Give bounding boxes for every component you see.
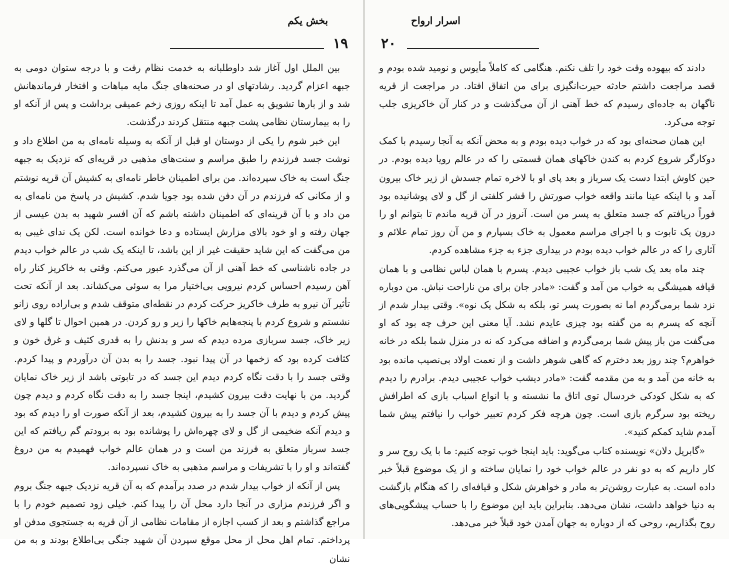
left-page-number: ۱۹ <box>332 36 348 52</box>
left-page-body <box>14 60 350 565</box>
right-header-rule <box>407 48 539 49</box>
right-page-header-title: اسرار ارواح <box>411 16 461 27</box>
right-paragraph-2: این همان صحنه‌ای بود که در خواب دیده بودم و به محض آنکه به آنجا رسیدم با کمک دوکارگر شروع کردم به کندن خاکهای همان قسمتی را که در عالم رویا دیده بودم. در حین کاوش ابتدا دست یک سرباز و بعد پای او با لاخره تمام جسدش از زیر خاک بیرون آمد و با اینکه عینا مانند واقعه خواب صورتش را قشر کلفتی از گل و لای پوشانیده بود فوراً دریافتم که جسد متعلق به پسر من است. آنروز در آن قریه ماندم تا بتوانم او را درون یک تابوت و با اجرای مراسم معمول به خاک بسپارم و من آن روز تمام علائم و آثاری را که در عالم خواب دیده بودم در بیداری جزء به جزء مشاهده کردم. <box>379 136 715 256</box>
right-page-number: ۲۰ <box>381 36 397 52</box>
left-paragraph-2: این خبر شوم را یکی از دوستان او قبل از آنکه به وسیله نامه‌ای به من اطلاع داد و نوشت جسد فرزندم را طبق مراسم و سنت‌های مذهبی در قریه‌ای که نزدیک به جبهه جنگ است به خاک سپرده‌اند. من برای اطمینان خاطر نامه‌ای به کشیش آن قریه نوشتم و از مکانی که فرزندم در آن دفن شده بود جویا شدم. کشیش در پاسخ من نامه‌ای به من داد و با آن قرینه‌ای که اطمینان داشته باشم که آن افسر شهید به بدن عیسی از جهان رفته و او خود بالای مزارش ایستاده و دعا خوانده است. لکن یک ندای غیبی به من می‌گفت که این شاید حقیقت غیر از این باشد، تا اینکه یک شب در عالم خواب دیدم در جاده ناشناسی که خط آهنی از آن می‌گذرد عبور می‌کنم. وقتی به خاکریز کنار راه آهن رسیدم احساس کردم نیرویی بی‌اختیار مرا به سوئی می‌کشاند. بعد از آنکه تحت تأثیر آن نیرو به طرف خاکریز حرکت کردم در نقطه‌ای متوقف شدم و بی‌اراده روی زانو نشستم و شروع کردم با پنجه‌هایم خاکها را زیر و رو کردن. در همین احوال تا گلها و لای زیر خاک، جسد سربازی مرده دیدم که سر و بدنش را به قدری کثیف و غرق خون و کثافت کرده بود که زخمها در آن پیدا نبود. جسد را به بدن آن درآوردم و پیدا کردم. وقتی جسد را با دقت نگاه کردم دیدم این جسد که در تابوتی باشد از زیر خاک نمایان گردید. من با نهایت دقت بیرون کشیدم، اینجا جسد را به دقت نگاه کردم و دیدم چون پیش کردم و دیدم با آن جسد را به بیرون کشیدم، بعد از آنکه صورت او را دیدم که بود و دیدم آنکه ضخیمی از گل و لای چهره‌اش را پوشانده بود به برودتم گم ریافتم که این جسد سرباز متعلق به فرزند من است و در همان عالم خواب فهمیدم به من دروغ گفته‌اند و او را با تشریفات و مراسم مذهبی به خاک نسپرده‌اند. <box>14 136 350 474</box>
right-page <box>365 0 729 539</box>
right-page-header <box>365 12 729 52</box>
right-page-body <box>379 60 715 532</box>
left-paragraph-1: بین الملل اول آغاز شد داوطلبانه به خدمت نظام رفت و با درجه ستوان دومی به جبهه اعزام گردید. رشادتهای او در صحنه‌های جنگ مایه مباهات و افتخار فرماندهانش شد و از بارها تشویق به عمل آمد تا اینکه روزی زخم عمیقی برداشت و پس از آنکه او را به بیمارستان نظامی پشت جبهه منتقل کردند درگذشت. <box>14 63 350 129</box>
right-paragraph-4: «گابریل دلان» نویسنده کتاب می‌گوید: باید اینجا خوب توجه کنیم: ما با یک روح سر و کار داریم که به دو نفر در عالم خواب خود را نمایان ساخته و از یک موضوع قبلاً خبر داده است. به عبارت روشن‌تر به مادر و خواهرش شکل و قیافه‌ای را که هنگام بازگشت به دنیا خواهد داشت، نشان می‌دهد. بنابراین باید این موضوع را با حساب پیشگویی‌های روح بگذاریم، روحی که از دوباره به جهان آمدن خود قبلاً خبر می‌دهد. <box>379 445 715 530</box>
right-paragraph-3: چند ماه بعد یک شب باز خواب عجیبی دیدم. پسرم با همان لباس نظامی و با همان قیافه همیشگی به خواب من آمد و گفت: «مادر جان برای من ناراحت نباش. من دوباره نزد شما برمی‌گردم اما نه بصورت پسر تو، بلکه به شکل یک نوه». وقتی بیدار شدم از آنچه که پسرم به من گفته بود چیزی عایدم نشد. آیا معنی این حرف چه بود که او می‌گفت من باز پیش شما برمی‌گردم و اضافه می‌کرد که نه در منزل شما بلکه در خانه خواهرم؟ چند روز بعد دخترم که گاهی شوهر داشت و از نعمت اولاد بی‌نصیب مانده بود به خانه من آمد و به‌ من مقدمه گفت: «مادر دیشب خواب عجیبی دیدم. برادرم را دیدم که به شکل کودکی خردسال توی اتاق ما نشسته و با انواع اسباب بازی که اطرافش ریخته بود سرگرم بازی است. چون هرچه فکر کردم تعبیر خواب را نیافتم پیش شما آمدم شاید کمکم کنید». <box>379 264 715 438</box>
right-paragraph-1: دادند که بیهوده وقت خود را تلف نکنم. هنگامی که کاملاً مأیوس و نومید شده بودم و قصد مراجعت داشتم حادثه حیرت‌انگیزی برای من اتفاق افتاد. در مراجعت از قریه ناگهان به جاده‌ای رسیدم که خط آهنی از آن می‌گذشت و در کنار آن خاکریزی جلب توجه می‌کرد. <box>379 63 715 129</box>
left-paragraph-3: پس از آنکه از خواب بیدار شدم در صدد برآمدم که به آن قریه نزدیک جبهه جنگ بروم و اگر فرزندم مزاری در آنجا دارد محل آن را پیدا کنم. خیلی زود تصمیم خودم را با مراجع گذاشتم و بعد از کسب اجازه از مقامات نظامی از آن قریه به جستجوی مدفن او پرداختم. تمام اهل محل از محل موقع سپردن آن شهید جنگی بی‌اطلاع بودند و به من نشان <box>14 481 350 565</box>
left-page-header-title: بخش یکم <box>287 16 328 27</box>
left-page <box>0 0 364 565</box>
left-header-rule <box>170 48 324 49</box>
left-page-header <box>0 12 364 52</box>
